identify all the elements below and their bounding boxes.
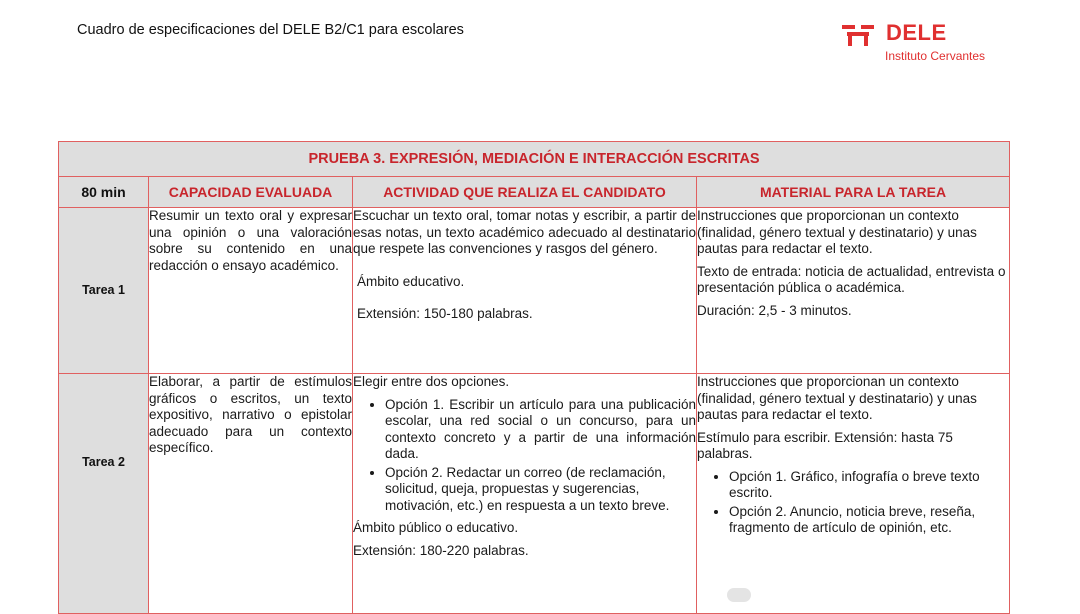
material-cell: [697, 374, 1010, 614]
column-header-material: MATERIAL PARA LA TAREA: [697, 177, 1010, 208]
logo-wordmark: DELE: [886, 20, 947, 45]
extension-text: Extensión: 150-180 palabras.: [357, 306, 533, 321]
column-header-capacidad: CAPACIDAD EVALUADA: [149, 177, 353, 208]
prueba-title: PRUEBA 3. EXPRESIÓN, MEDIACIÓN E INTERACCIÓN ESCRITAS: [59, 142, 1010, 177]
material-opciones-list: [697, 469, 1009, 537]
table-row-tarea-1: [59, 208, 1010, 374]
ambito-text: Ámbito público o educativo.: [353, 520, 519, 535]
opciones-list: [353, 397, 696, 515]
material-duracion: Duración: 2,5 - 3 minutos.: [697, 302, 852, 318]
list-item: • Opción 2. Anuncio, noticia breve, reseña, fragmento de artículo de opinión, etc.: [729, 504, 1009, 537]
ambito-text: Ámbito educativo.: [357, 273, 465, 289]
material-entrada: Texto de entrada: noticia de actualidad, entrevista o presentación pública o académica.: [697, 263, 1006, 295]
image-fragment: [727, 588, 751, 602]
table-header-row: [59, 177, 1010, 208]
extension-text: Extensión: 180-220 palabras.: [353, 542, 529, 558]
dele-logo: [840, 20, 1010, 68]
document-title: Cuadro de especificaciones del DELE B2/C1 para escolares: [77, 22, 464, 38]
tarea-label: Tarea 2: [59, 374, 149, 614]
actividad-cell: [353, 374, 697, 614]
capacidad-cell: [149, 374, 353, 614]
material-cell: [697, 208, 1010, 374]
specifications-table: [58, 141, 1010, 614]
duration-header: 80 min: [59, 177, 149, 208]
material-instrucciones: Instrucciones que proporcionan un contexto (finalidad, género textual y destinatario) y unas pautas para redactar el texto.: [697, 374, 977, 422]
actividad-intro: Elegir entre dos opciones.: [353, 374, 510, 389]
list-item: • Opción 1. Escribir un artículo para una publicación escolar, una red social o un concurso, para un contexto concreto y a partir de una información dada.: [385, 397, 696, 463]
instituto-cervantes-logo-icon: [840, 23, 876, 47]
capacidad-cell: [149, 208, 353, 374]
logo-subtitle: Instituto Cervantes: [885, 49, 986, 63]
tarea-label: Tarea 1: [59, 208, 149, 374]
actividad-text: Escuchar un texto oral, tomar notas y escribir, a partir de esas notas, un texto académico adecuado al destinatario que respete las convenciones y rasgos del género.: [353, 208, 696, 256]
table-band-row: [59, 142, 1010, 177]
material-estimulo: Estímulo para escribir. Extensión: hasta 75 palabras.: [697, 429, 953, 461]
list-item: • Opción 2. Redactar un correo (de reclamación, solicitud, queja, propuestas y sugerencias, motivación, etc.) en respuesta a un texto breve.: [385, 465, 696, 515]
capacidad-text: Elaborar, a partir de estímulos gráficos o escritos, un texto expositivo, narrativo o epistolar adecuado para un contexto específico.: [149, 374, 352, 455]
material-instrucciones: Instrucciones que proporcionan un contexto (finalidad, género textual y destinatario) y unas pautas para redactar el texto.: [697, 208, 977, 256]
list-item: • Opción 1. Gráfico, infografía o breve texto escrito.: [729, 469, 1009, 502]
capacidad-text: Resumir un texto oral y expresar una opinión o una valoración sobre su contenido en una redacción o ensayo académico.: [149, 208, 352, 273]
table-row-tarea-2: [59, 374, 1010, 614]
actividad-cell: [353, 208, 697, 374]
column-header-actividad: ACTIVIDAD QUE REALIZA EL CANDIDATO: [353, 177, 697, 208]
